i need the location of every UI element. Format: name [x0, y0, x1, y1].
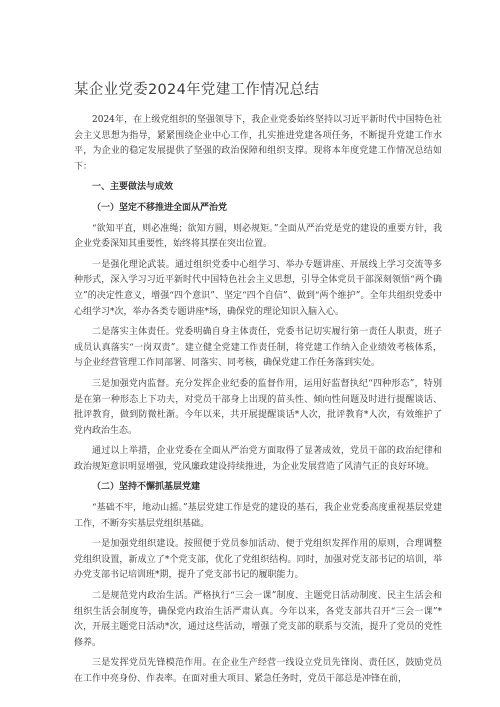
intro-paragraph: 2024年，在上级党组织的坚强领导下，我企业党委始终坚持以习近平新时代中国特色社会主义思想为指导，紧紧围绕企业中心工作，扎实推进党建各项任务，不断提升党建工作水平，为企业的稳定发展提供了坚强的政治保障和组织支撑。现将本年度党建工作情况总结如下：	[74, 115, 442, 172]
body-paragraph: 二是规范党内政治生活。严格执行“三会一课”制度、主题党日活动制度、民主生活会和组织生活会制度等，确保党内政治生活严肃认真。今年以来，各党支部共召开“三会一课”*次，开展主题党日活动*次，通过这些活动，增强了党支部的联系与交流，提升了党员的党性修养。	[74, 591, 442, 648]
subsection-heading: （一）坚定不移推进全面从严治党	[92, 202, 228, 213]
body-paragraph: 二是落实主体责任。党委明确自身主体责任，党委书记切实履行第一责任人职责，班子成员认真落实“一岗双责”。建立健全党建工作责任制，将党建工作纳入企业绩效考核体系，与企业经营管理工作同部署、同落实、同考核，确保党建工作任务落到实处。	[74, 327, 442, 369]
body-paragraph: “欲知平直，则必准绳；欲知方圆，则必规矩。”全面从严治党是党的建设的重要方针，我企业党委深知其重要性，始终将其摆在突出位置。	[74, 223, 442, 250]
document-title: 某企业党委2024年党建工作情况总结	[74, 82, 320, 98]
subsection-heading: （二）坚持不懈抓基层党建	[92, 482, 201, 493]
body-paragraph: 一是强化理论武装。通过组织党委中心组学习、举办专题讲座、开展线上学习交流等多种形式，深入学习习近平新时代中国特色社会主义思想，引导全体党员干部深刻领悟“两个确立”的决定性意义，增强“四个意识”、坚定“四个自信”、做到“两个维护”。全年共组织党委中心组学习*次，举办各类专题讲座*场，确保党的理论知识入脑入心。	[74, 259, 442, 317]
body-paragraph: 通过以上举措，企业党委在全面从严治党方面取得了显著成效，党员干部的政治纪律和政治规矩意识明显增强，党风廉政建设持续推进，为企业发展营造了风清气正的良好环境。	[74, 446, 442, 472]
body-paragraph: 一是加强党组织建设。按照便于党员参加活动、便于党组织发挥作用的原则，合理调整党组织设置，新成立了*个党支部，优化了党组织结构。同时，加强对党支部书记的培训，举办党支部书记培训班*期，提升了党支部书记的履职能力。	[74, 539, 442, 581]
section-heading: 一、主要做法与成效	[92, 182, 174, 193]
body-paragraph: 三是加强党内监督。充分发挥企业纪委的监督作用，运用好监督执纪“四种形态”，特别是在第一种形态上下功夫，对党员干部身上出现的苗头性、倾向性问题及时进行提醒谈话、批评教育，做到防微杜渐。今年以来，共开展提醒谈话*人次，批评教育*人次，有效维护了党内政治生态。	[74, 378, 442, 436]
body-paragraph: 三是发挥党员先锋模范作用。在企业生产经营一线设立党员先锋岗、责任区，鼓励党员在工作中亮身份、作表率。在面对重大项目、紧急任务时，党员干部总是冲锋在前，	[74, 658, 442, 684]
body-paragraph: “基础不牢，地动山摇。”基层党建工作是党的建设的基石，我企业党委高度重视基层党建工作，不断夯实基层党组织基础。	[74, 503, 442, 529]
